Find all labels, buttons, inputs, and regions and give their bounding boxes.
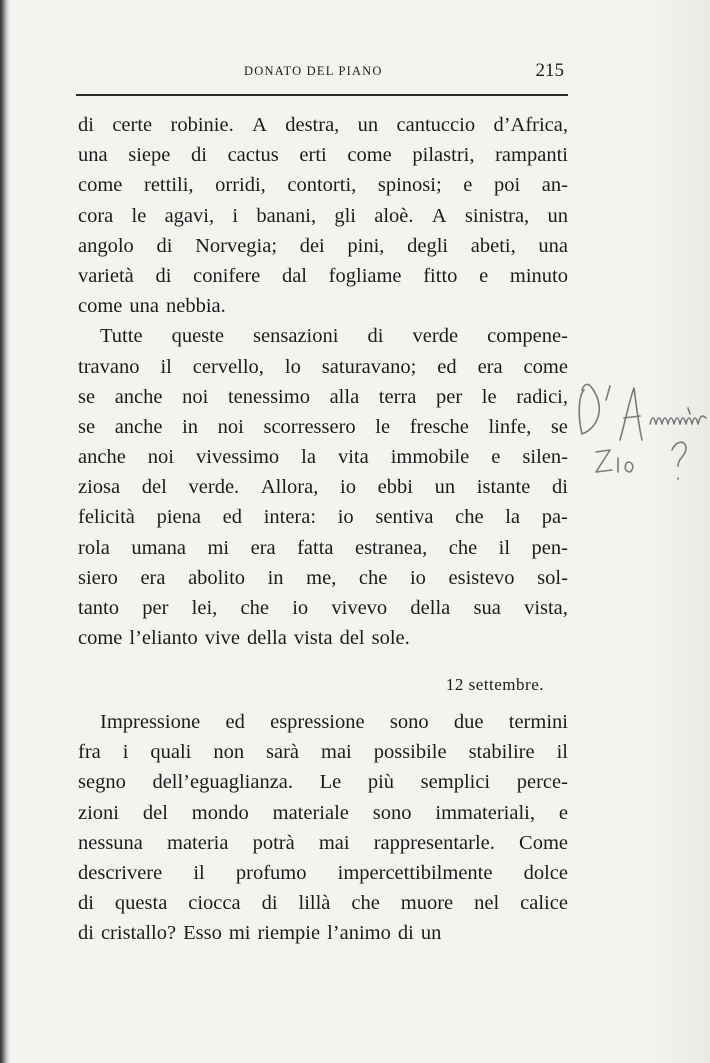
text-line: come una nebbia. xyxy=(78,295,226,318)
text-line: angolo di Norvegia; dei pini, degli abeti, una xyxy=(78,234,568,257)
paragraph-1 xyxy=(78,110,568,321)
body-text-bottom xyxy=(78,707,568,949)
text-line: descrivere il profumo impercettibilmente dolce xyxy=(78,861,568,884)
text-line: travano il cervello, lo saturavano; ed era come xyxy=(78,355,568,378)
text-line: tanto per lei, che io vivevo della sua vista, xyxy=(78,597,568,619)
text-line: segno dell’eguaglianza. Le più semplici perce- xyxy=(78,771,568,794)
entry-date: 12 settembre. xyxy=(445,675,544,694)
text-line: Impressione ed espressione sono due termini xyxy=(100,711,568,733)
text-line: come rettili, orridi, contorti, spinosi; e poi an- xyxy=(78,174,568,197)
handwritten-margin-note xyxy=(570,378,710,508)
paragraph-3 xyxy=(78,707,568,949)
page-number: 215 xyxy=(535,60,564,81)
body-text-top xyxy=(78,110,568,653)
text-line: zioni del mondo materiale sono immateriali, e xyxy=(78,801,568,824)
text-line: ziosa del verde. Allora, io ebbi un istante di xyxy=(78,476,568,499)
text-line: rola umana mi era fatta estranea, che il pen- xyxy=(78,536,568,559)
text-line: una siepe di cactus erti come pilastri, rampanti xyxy=(78,144,568,167)
text-line: felicità piena ed intera: io sentiva che la pa- xyxy=(78,506,568,529)
paragraph-2 xyxy=(78,321,568,653)
text-line: di cristallo? Esso mi riempie l’animo di un xyxy=(78,922,442,945)
margin-note-text-2 xyxy=(570,378,571,379)
text-line: di questa ciocca di lillà che muore nel calice xyxy=(78,892,568,915)
page-header xyxy=(78,62,566,82)
page-edge-shade xyxy=(650,0,710,1063)
text-line: Tutte queste sensazioni di verde compene- xyxy=(100,325,568,348)
text-line: di certe robinie. A destra, un cantuccio d’Africa, xyxy=(78,114,568,136)
text-line: se anche noi tenessimo alla terra per le radici, xyxy=(78,385,568,408)
text-line: varietà di conifere dal fogliame fitto e minuto xyxy=(78,264,568,287)
text-line: anche noi vivessimo la vita immobile e silen- xyxy=(78,446,568,469)
text-line: cora le agavi, i banani, gli aloè. A sinistra, un xyxy=(78,204,568,227)
running-title: DONATO DEL PIANO xyxy=(244,64,383,78)
header-rule xyxy=(76,94,568,96)
handwriting-scribble xyxy=(570,378,710,508)
book-spine-shadow xyxy=(0,0,10,1063)
text-line: siero era abolito in me, che io esistevo sol- xyxy=(78,566,568,589)
text-line: se anche in noi scorressero le fresche linfe, se xyxy=(78,415,568,438)
text-line: nessuna materia potrà mai rappresentarle. Come xyxy=(78,831,568,854)
text-line: fra i quali non sarà mai possibile stabilire il xyxy=(78,741,568,764)
text-line: come l’elianto vive della vista del sole. xyxy=(78,627,410,650)
